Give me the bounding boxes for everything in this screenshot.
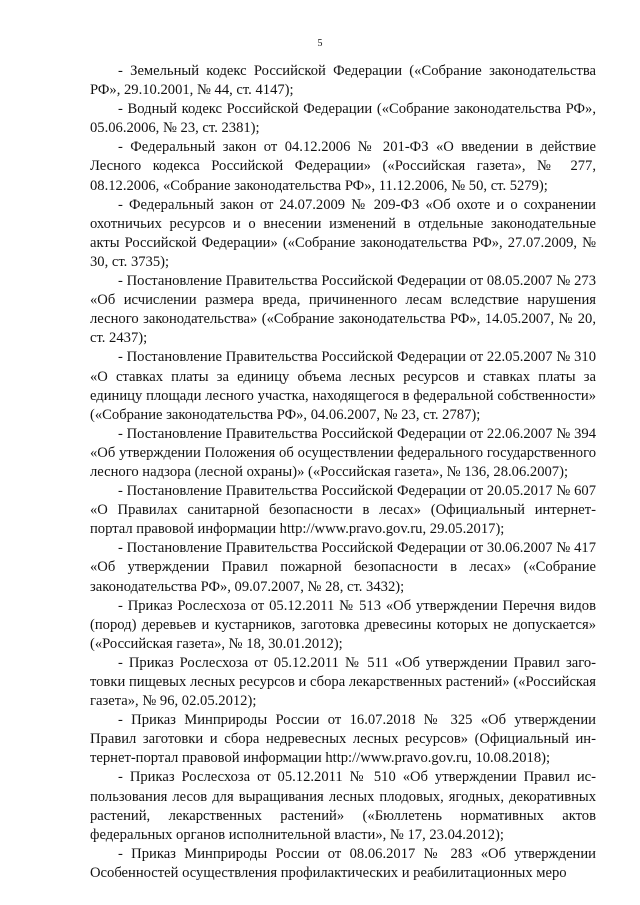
- legal-acts-list: [90, 62, 596, 883]
- list-item: - Приказ Рослесхоза от 05.12.2011 № 513 «Об утверждении Перечня видов (пород) деревьев и кустарников, заготовка древесины которых не допускается» («Российская газета», № 18, 30.01.2012);: [90, 597, 596, 652]
- list-item: - Приказ Минприроды России от 16.07.2018 № 325 «Об утверждении Правил заготовки и сбора недревесных лесных ресурсов» (Официальный интернет-портал правовой информации http://www.pravo.gov.ru, 10.08.2018);: [90, 712, 596, 767]
- page-number: 5: [317, 38, 323, 49]
- list-item: - Приказ Рослесхоза от 05.12.2011 № 511 «Об утверждении Правил заготовки пищевых лесных ресурсов и сбора лекарственных растений» («Российская газета», № 96, 02.05.2012);: [90, 654, 596, 710]
- list-item: - Водный кодекс Российской Федерации («Собрание законодательства РФ», 05.06.2006, № 23, ст. 2381);: [90, 101, 596, 137]
- list-item: - Постановление Правительства Российской Федерации от 20.05.2017 № 607 «О Правилах санитарной безопасности в лесах» (Официальный интернет-портал правовой информации http://www.pravo.gov.ru, 29.05.2017);: [90, 483, 596, 538]
- list-item: - Земельный кодекс Российской Федерации («Собрание законодательства РФ», 29.10.2001, № 44, ст. 4147);: [90, 63, 596, 99]
- list-item: - Федеральный закон от 24.07.2009 № 209-ФЗ «Об охоте и о сохранении охотничьих ресурсов и о внесении изменений в отдельные законодательные акты Российской Федерации» («Собрание законодательства РФ», 27.07.2009, № 30, ст. 3735);: [90, 196, 596, 270]
- list-item: - Постановление Правительства Российской Федерации от 22.06.2007 № 394 «Об утверждении Положения об осуществлении федерального государственного лесного надзора (лесной охраны)» («Российская газета», № 136, 28.06.2007);: [90, 425, 596, 480]
- list-item: - Постановление Правительства Российской Федерации от 22.05.2007 № 310 «О ставках платы за единицу объема лесных ресурсов и ставках платы за единицу площади лесного участка, находящегося в федеральной собственности» («Собрание законодательства РФ», 04.06.2007, № 23, ст. 2787);: [90, 349, 596, 423]
- list-item: - Приказ Рослесхоза от 05.12.2011 № 510 «Об утверждении Правил использования лесов для выращивания лесных плодовых, ягодных, декоративных растений, лекарственных растений» («Бюллетень нормативных актов федеральных органов исполнительной власти», № 17, 23.04.2012);: [90, 769, 596, 843]
- list-item: - Федеральный закон от 04.12.2006 № 201-ФЗ «О введении в действие Лесного кодекса Российской Федерации» («Российская газета», № 277, 08.12.2006, «Собрание законодательства РФ», 11.12.2006, № 50, ст. 5279);: [90, 139, 596, 194]
- list-item: - Постановление Правительства Российской Федерации от 08.05.2007 № 273 «Об исчислении размера вреда, причиненного лесам вследствие нарушения лесного законодательства» («Собрание законодательства РФ», 14.05.2007, № 20, ст. 2437);: [90, 273, 596, 347]
- list-item: - Постановление Правительства Российской Федерации от 30.06.2007 № 417 «Об утверждении Правил пожарной безопасности в лесах» («Собрание законодательства РФ», 09.07.2007, № 28, ст. 3432);: [90, 540, 596, 595]
- list-item: - Приказ Минприроды России от 08.06.2017 № 283 «Об утверждении Особенностей осуществления профилактических и реабилитационных меро: [90, 845, 596, 881]
